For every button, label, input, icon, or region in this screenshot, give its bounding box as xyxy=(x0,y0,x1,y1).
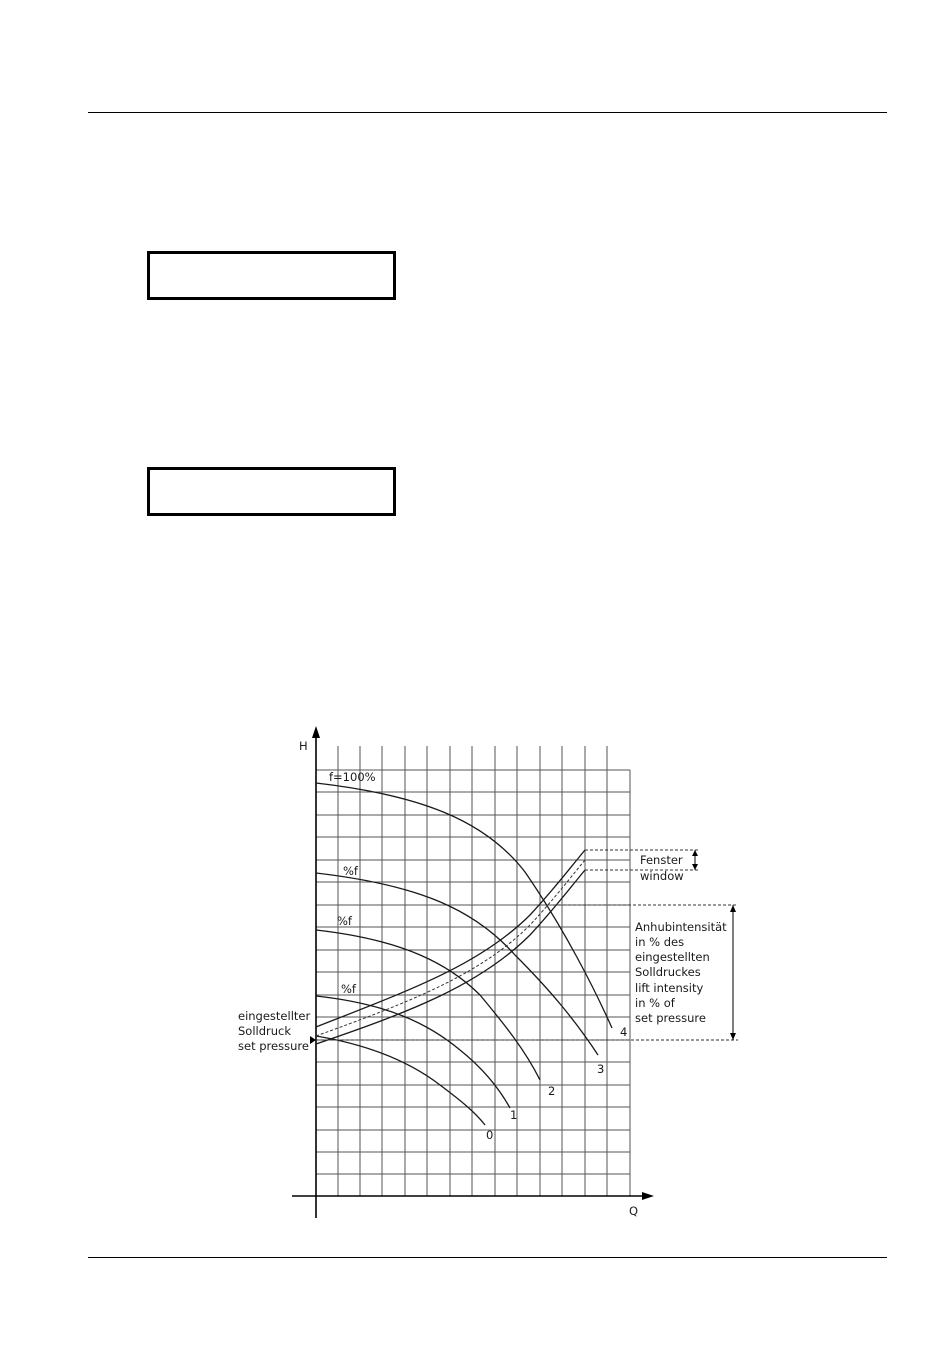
lift-label-line-5: lift intensity xyxy=(635,981,704,995)
curve-label-pf3: %f xyxy=(341,982,356,996)
pump-curve-figure xyxy=(220,720,760,1230)
set-pressure-line-1: eingestellter xyxy=(238,1009,311,1023)
curve-label-pf2: %f xyxy=(337,914,352,928)
pump-curve-1 xyxy=(316,996,510,1108)
lift-label-line-7: set pressure xyxy=(635,1011,706,1025)
lift-label-line-6: in % of xyxy=(635,996,675,1010)
lift-intensity-label xyxy=(635,920,727,1025)
header-rule xyxy=(88,112,887,113)
lift-arrow-top xyxy=(730,905,736,912)
curve-number-2: 2 xyxy=(548,1084,556,1098)
grid xyxy=(316,746,630,1196)
lift-label-line-4: Solldruckes xyxy=(635,965,701,979)
set-pressure-label xyxy=(238,1009,310,1053)
window-label xyxy=(640,853,684,883)
footer-rule xyxy=(88,1257,887,1258)
curve-number-4: 4 xyxy=(620,1025,628,1039)
set-pressure-line-2: Solldruck xyxy=(238,1024,292,1038)
window-label-en: window xyxy=(640,869,684,883)
y-axis-label: H xyxy=(299,739,308,753)
set-pressure-line-3: set pressure xyxy=(238,1039,309,1053)
set-pressure-marker xyxy=(310,1036,316,1044)
window-label-de: Fenster xyxy=(640,853,683,867)
x-axis-arrow xyxy=(642,1192,654,1200)
pump-curve-2 xyxy=(316,930,540,1080)
curve-number-0: 0 xyxy=(486,1128,494,1142)
lift-label-line-3: eingestellten xyxy=(635,950,710,964)
window-arrow-bottom xyxy=(692,864,698,870)
lift-label-line-2: in % des xyxy=(635,935,685,949)
curve-number-1: 1 xyxy=(510,1108,518,1122)
lift-arrow-bottom xyxy=(730,1033,736,1040)
empty-display-box-1 xyxy=(147,251,396,300)
lift-label-line-1: Anhubintensität xyxy=(635,920,727,934)
curve-label-pf1: %f xyxy=(343,864,358,878)
y-axis-arrow xyxy=(312,726,320,738)
empty-display-box-2 xyxy=(147,467,396,516)
curve-number-3: 3 xyxy=(597,1062,605,1076)
window-arrow-top xyxy=(692,850,698,856)
curve-label-100: f=100% xyxy=(329,770,376,784)
pump-curve-3 xyxy=(316,873,598,1055)
x-axis-label: Q xyxy=(629,1204,639,1218)
